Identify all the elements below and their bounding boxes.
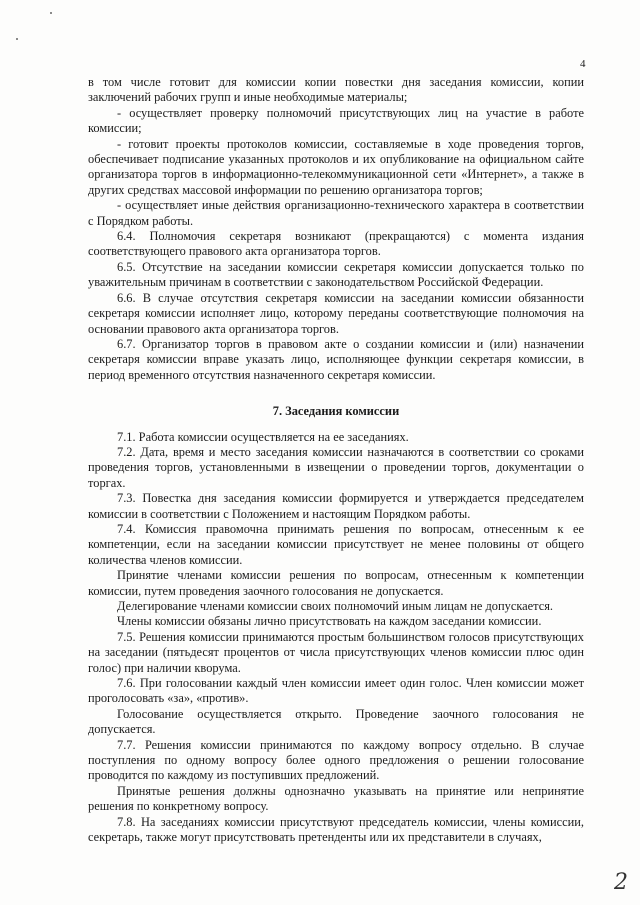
paragraph: Голосование осуществляется открыто. Проведение заочного голосования не допускается. [88, 706, 584, 737]
scan-speck [50, 12, 52, 14]
paragraph: - осуществляет иные действия организационно-технического характера в соответствии с Порядком работы. [88, 198, 584, 228]
paragraph: Делегирование членами комиссии своих полномочий иным лицам не допускается. [117, 599, 554, 613]
paragraph: Принятые решения должны однозначно указывать на принятие или непринятие решения по конкретному вопросу. [88, 783, 584, 814]
paragraph: 7.5. Решения комиссии принимаются простым большинством голосов присутствующих на заседании (пятьдесят процентов от числа присутствующих членов комиссии плюс один голос) при наличии кворума. [88, 629, 584, 675]
paragraph: Члены комиссии обязаны лично присутствовать на каждом заседании комиссии. [117, 614, 542, 629]
paragraph: - готовит проекты протоколов комиссии, составляемые в ходе проведения торгов, обеспечивает подписание указанных протоколов и их опубликование на официальном сайте организатора торгов в информационно-телекоммуникационной сети «Интернет», а также в других средствах массовой информации по решению организатора торгов; [88, 136, 584, 197]
paragraph: 7.8. На заседаниях комиссии присутствуют председатель комиссии, члены комиссии, секретарь, также могут присутствовать претенденты или их представители в случаях, [88, 814, 584, 845]
section-7-body [88, 430, 584, 846]
section-6-continuation [88, 75, 584, 383]
paragraph: 7.1. Работа комиссии осуществляется на ее заседаниях. [117, 429, 409, 444]
paragraph: 7.4. Комиссия правомочна принимать решения по вопросам, отнесенным к ее компетенции, если на заседании комиссии присутствует не менее половины от общего количества членов комиссии. [88, 521, 584, 567]
paragraph: 6.4. Полномочия секретаря возникают (прекращаются) с момента издания соответствующего правового акта организатора торгов. [88, 229, 584, 259]
paragraph: 7.7. Решения комиссии принимаются по каждому вопросу отдельно. В случае поступления по одному вопросу более одного предложения о решении голосование проводится по каждому из поступивших предложений. [88, 737, 584, 783]
paragraph: 6.5. Отсутствие на заседании комиссии секретаря комиссии допускается только по уважительным причинам в соответствии с законодательством Российской Федерации. [88, 259, 584, 290]
paragraph: Принятие членами комиссии решения по вопросам, отнесенным к компетенции комиссии, путем проведения заочного голосования не допускается. [88, 568, 584, 598]
paragraph: 6.6. В случае отсутствия секретаря комиссии на заседании комиссии обязанности секретаря комиссии исполняет лицо, которому переданы соответствующие полномочия на основании правового акта организатора торгов. [88, 290, 584, 336]
paragraph: 7.6. При голосовании каждый член комиссии имеет один голос. Член комиссии может проголосовать «за», «против». [88, 676, 584, 706]
paragraph: 7.3. Повестка дня заседания комиссии формируется и утверждается председателем комиссии в соответствии с Положением и настоящим Порядком работы. [88, 491, 584, 521]
paragraph: 6.7. Организатор торгов в правовом акте о создании комиссии и (или) назначении секретаря комиссии вправе указать лицо, исполняющее функции секретаря комиссии, в период временного отсутствия назначенного секретаря комиссии. [88, 336, 584, 382]
paragraph: - осуществляет проверку полномочий присутствующих лиц на участие в работе комиссии; [88, 105, 584, 136]
section-heading: 7. Заседания комиссии [272, 404, 400, 419]
scan-speck [16, 38, 18, 40]
handwritten-mark: 2 [614, 870, 628, 895]
document-body [88, 75, 584, 846]
paragraph: 7.2. Дата, время и место заседания комиссии назначаются в соответствии со сроками проведения торгов, установленными в извещении о проведении торгов, документации о торгах. [88, 444, 584, 490]
page-number: 4 [580, 58, 586, 70]
paragraph: в том числе готовит для комиссии копии повестки дня заседания комиссии, копии заключений рабочих групп и иные необходимые материалы; [88, 75, 584, 105]
